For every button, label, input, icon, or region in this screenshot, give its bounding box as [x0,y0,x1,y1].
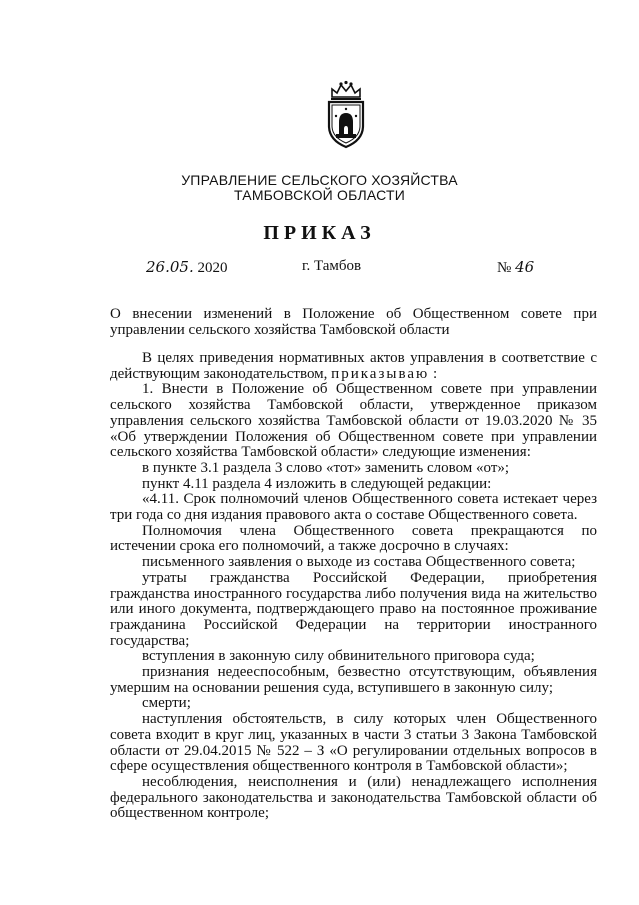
intro-paragraph: В целях приведения нормативных актов управления в соответствие с действующим законодательством, приказываю : [110,350,597,382]
paragraph-11: наступления обстоятельств, в силу которых член Общественного совета входит в круг лиц, указанных в части 3 статьи 3 Закона Тамбовской области от 29.04.2015 № 522 – З «О регулировании отдельных вопросов в сфере осуществления общественного контроля в Тамбовской области»; [110,711,597,775]
handwritten-date: 26.05. [146,258,194,276]
order-word: приказываю [331,365,430,382]
organization-name-line2: ТАМБОВСКОЙ ОБЛАСТИ [234,187,405,203]
organization-name-line1: УПРАВЛЕНИЕ СЕЛЬСКОГО ХОЗЯЙСТВА [181,172,458,188]
document-subject: О внесении изменений в Положение об Общественном совете при управлении сельского хозяйства Тамбовской области [110,306,597,338]
date-year: 2020 [197,260,228,276]
paragraph-3: пункт 4.11 раздела 4 изложить в следующей редакции: [142,475,492,492]
paragraph-5: Полномочия члена Общественного совета прекращаются по истечении срока его полномочий, а также досрочно в случаях: [110,522,597,555]
paragraph-12: несоблюдения, неисполнения и (или) ненадлежащего исполнения федерального законодательства и законодательства Тамбовской области об общественном контроле; [110,773,597,822]
document-city: г. Тамбов [302,258,362,274]
tambov-coat-of-arms-icon [322,80,370,150]
number-label: № [497,260,512,276]
paragraph-8: вступления в законную силу обвинительного приговора суда; [142,648,535,665]
document-body [110,351,597,822]
paragraph-2: в пункте 3.1 раздела 3 слово «тот» заменить словом «от»; [142,459,510,476]
paragraph-4: «4.11. Срок полномочий членов Общественного совета истекает через три года со дня издания правового акта о составе Общественного совета. [110,491,597,524]
paragraph-9: признания недееспособным, безвестно отсутствующим, объявления умершим на основании решения суда, вступившего в законную силу; [110,664,597,696]
document-title: ПРИКАЗ [263,222,376,244]
paragraph-10: смерти; [142,695,191,712]
document-number [497,258,534,277]
paragraph-1: 1. Внести в Положение об Общественном совете при управлении сельского хозяйства Тамбовской области, утвержденное приказом управления сельского хозяйства Тамбовской области от 19.03.2020 № 35 «Об утверждении Положения об Общественном совете при управлении сельского хозяйства Тамбовской области» следующие изменения: [110,381,597,461]
paragraph-6: письменного заявления о выходе из состава Общественного совета; [142,554,576,571]
document-date [146,258,227,277]
paragraph-7: утраты гражданства Российской Федерации, приобретения гражданства иностранного государства либо получения вида на жительство или иного документа, подтверждающего право на постоянное проживание гражданина Российской Федерации на территории иностранного государства; [110,569,597,649]
handwritten-number: 46 [515,258,535,276]
